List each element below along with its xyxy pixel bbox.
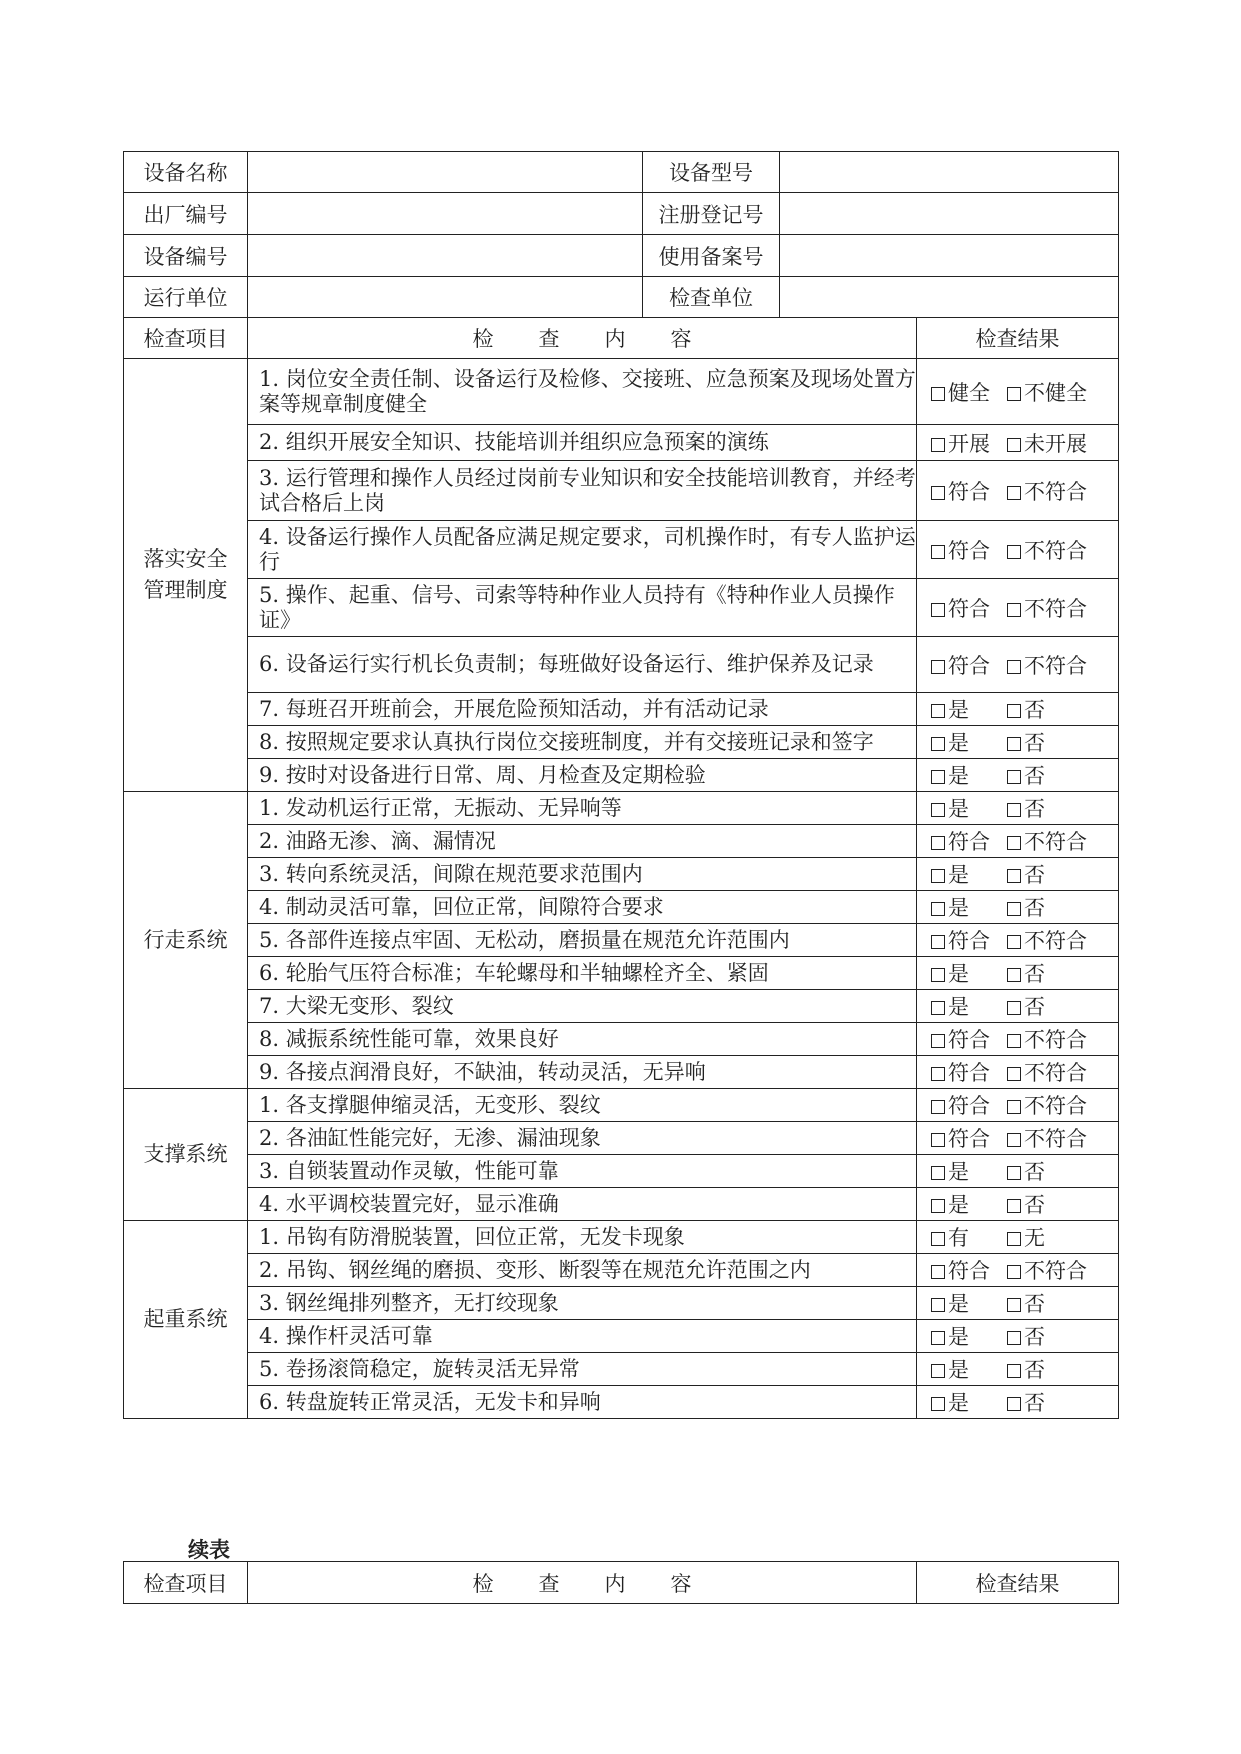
group-name-line: 起重系统 bbox=[143, 1307, 228, 1331]
result-option[interactable] bbox=[1007, 1123, 1087, 1153]
check-result-options bbox=[917, 825, 1119, 858]
result-option-label: 是 bbox=[948, 995, 969, 1019]
checkbox-icon[interactable] bbox=[931, 1232, 945, 1246]
result-option-label: 是 bbox=[948, 1160, 969, 1184]
checkbox-icon[interactable] bbox=[931, 1331, 945, 1345]
result-option-label: 是 bbox=[948, 1193, 969, 1217]
table-row bbox=[124, 990, 1119, 1023]
checkbox-icon[interactable] bbox=[1007, 1001, 1021, 1015]
result-option[interactable] bbox=[1007, 650, 1087, 680]
result-option-label: 符合 bbox=[948, 1127, 990, 1151]
check-result-options bbox=[917, 1155, 1119, 1188]
table-row bbox=[124, 1188, 1119, 1221]
checkbox-icon[interactable] bbox=[1007, 1133, 1021, 1147]
device-model-label: 设备型号 bbox=[643, 152, 780, 193]
table-row bbox=[124, 957, 1119, 990]
result-option-label: 否 bbox=[1024, 1391, 1045, 1415]
content-char: 检 bbox=[472, 327, 494, 351]
table-row bbox=[124, 1287, 1119, 1320]
device-no-value[interactable] bbox=[248, 235, 643, 277]
result-option[interactable] bbox=[1007, 1255, 1087, 1285]
checkbox-icon[interactable] bbox=[931, 1001, 945, 1015]
result-option-label: 否 bbox=[1024, 962, 1045, 986]
result-option-label: 是 bbox=[948, 764, 969, 788]
result-option-label: 符合 bbox=[948, 596, 990, 621]
table-row bbox=[124, 726, 1119, 759]
checkbox-icon[interactable] bbox=[1007, 1265, 1021, 1279]
table-row bbox=[124, 1089, 1119, 1122]
result-option-label: 符合 bbox=[948, 1028, 990, 1052]
checkbox-icon[interactable] bbox=[1007, 1034, 1021, 1048]
check-result-options bbox=[917, 726, 1119, 759]
content-char: 内 bbox=[604, 1571, 626, 1596]
checkbox-icon[interactable] bbox=[1007, 486, 1021, 500]
result-option[interactable] bbox=[1007, 760, 1045, 790]
result-option[interactable] bbox=[931, 650, 1007, 680]
checkbox-icon[interactable] bbox=[931, 1265, 945, 1279]
operator-label: 运行单位 bbox=[124, 277, 248, 318]
result-option-label: 否 bbox=[1024, 797, 1045, 821]
check-item-text: 6. 轮胎气压符合标准；车轮螺母和半轴螺栓齐全、紧固 bbox=[248, 957, 917, 990]
checkbox-icon[interactable] bbox=[931, 387, 945, 401]
checkbox-icon[interactable] bbox=[931, 486, 945, 500]
table-row bbox=[124, 1056, 1119, 1089]
result-option-label: 未开展 bbox=[1024, 431, 1087, 456]
device-model-value[interactable] bbox=[780, 152, 1119, 193]
check-result-options bbox=[917, 1320, 1119, 1353]
content-char: 查 bbox=[538, 327, 560, 351]
checkbox-icon[interactable] bbox=[1007, 704, 1021, 718]
check-item-text: 2. 油路无渗、滴、漏情况 bbox=[248, 825, 917, 858]
table-row bbox=[124, 1320, 1119, 1353]
result-option[interactable] bbox=[931, 958, 1007, 988]
checkbox-icon[interactable] bbox=[931, 1199, 945, 1213]
result-option-label: 否 bbox=[1024, 731, 1045, 755]
column-header-content bbox=[248, 318, 917, 359]
registration-no-label: 注册登记号 bbox=[643, 193, 780, 235]
group-name-line: 管理制度 bbox=[143, 578, 228, 602]
result-option-label: 是 bbox=[948, 797, 969, 821]
result-option[interactable] bbox=[1007, 1156, 1045, 1186]
table-row bbox=[124, 521, 1119, 579]
checkbox-icon[interactable] bbox=[1007, 603, 1021, 617]
cont-column-header-item: 检查项目 bbox=[124, 1562, 248, 1604]
group-name-line: 支撑系统 bbox=[143, 1142, 228, 1166]
result-option[interactable] bbox=[931, 428, 1007, 458]
result-option-label: 不符合 bbox=[1024, 479, 1087, 504]
result-option-label: 不符合 bbox=[1024, 1094, 1087, 1118]
result-option[interactable] bbox=[931, 1354, 1007, 1384]
check-item-text: 9. 各接点润滑良好，不缺油，转动灵活，无异响 bbox=[248, 1056, 917, 1089]
check-result-options bbox=[917, 521, 1119, 579]
result-option-label: 不符合 bbox=[1024, 653, 1087, 678]
result-option[interactable] bbox=[1007, 793, 1045, 823]
checkbox-icon[interactable] bbox=[1007, 1331, 1021, 1345]
checkbox-icon[interactable] bbox=[1007, 1232, 1021, 1246]
continuation-title: 续表 bbox=[188, 1538, 230, 1562]
check-item-text: 3. 运行管理和操作人员经过岗前专业知识和安全技能培训教育，并经考试合格后上岗 bbox=[248, 461, 917, 521]
result-option[interactable] bbox=[931, 1222, 1007, 1252]
check-result-options bbox=[917, 1287, 1119, 1320]
check-item-text: 6. 转盘旋转正常灵活，无发卡和异响 bbox=[248, 1386, 917, 1419]
result-option-label: 符合 bbox=[948, 1061, 990, 1085]
checkbox-icon[interactable] bbox=[931, 1397, 945, 1411]
check-item-text: 2. 各油缸性能完好，无渗、漏油现象 bbox=[248, 1122, 917, 1155]
table-row bbox=[124, 924, 1119, 957]
check-result-options bbox=[917, 891, 1119, 924]
checkbox-icon[interactable] bbox=[1007, 737, 1021, 751]
check-result-options bbox=[917, 858, 1119, 891]
checkbox-icon[interactable] bbox=[1007, 1166, 1021, 1180]
result-option[interactable] bbox=[931, 535, 1007, 565]
checkbox-icon[interactable] bbox=[1007, 1199, 1021, 1213]
check-result-options bbox=[917, 1089, 1119, 1122]
result-option[interactable] bbox=[1007, 377, 1087, 407]
column-header-result: 检查结果 bbox=[917, 318, 1119, 359]
checkbox-icon[interactable] bbox=[1007, 770, 1021, 784]
result-option[interactable] bbox=[1007, 593, 1087, 623]
check-item-text: 1. 发动机运行正常，无振动、无异响等 bbox=[248, 792, 917, 825]
checkbox-icon[interactable] bbox=[931, 1298, 945, 1312]
check-result-options bbox=[917, 425, 1119, 461]
check-result-options bbox=[917, 1221, 1119, 1254]
result-option-label: 是 bbox=[948, 863, 969, 887]
check-result-options bbox=[917, 792, 1119, 825]
checkbox-icon[interactable] bbox=[1007, 438, 1021, 452]
check-item-text: 1. 岗位安全责任制、设备运行及检修、交接班、应急预案及现场处置方案等规章制度健全 bbox=[248, 359, 917, 425]
result-option-label: 符合 bbox=[948, 538, 990, 563]
result-option[interactable] bbox=[1007, 428, 1087, 458]
result-option-label: 符合 bbox=[948, 479, 990, 504]
result-option-label: 是 bbox=[948, 896, 969, 920]
check-item-text: 4. 制动灵活可靠，回位正常，间隙符合要求 bbox=[248, 891, 917, 924]
result-option[interactable] bbox=[1007, 1354, 1045, 1384]
result-option-label: 符合 bbox=[948, 1259, 990, 1283]
checkbox-icon[interactable] bbox=[931, 1166, 945, 1180]
inspector-label: 检查单位 bbox=[643, 277, 780, 318]
result-option[interactable] bbox=[931, 1189, 1007, 1219]
checkbox-icon[interactable] bbox=[931, 660, 945, 674]
checkbox-icon[interactable] bbox=[931, 869, 945, 883]
result-option[interactable] bbox=[931, 727, 1007, 757]
result-option[interactable] bbox=[931, 925, 1007, 955]
checkbox-icon[interactable] bbox=[1007, 935, 1021, 949]
result-option-label: 否 bbox=[1024, 698, 1045, 722]
checkbox-icon[interactable] bbox=[1007, 1298, 1021, 1312]
check-item-text: 5. 各部件连接点牢固、无松动，磨损量在规范允许范围内 bbox=[248, 924, 917, 957]
checkbox-icon[interactable] bbox=[1007, 1067, 1021, 1081]
checkbox-icon[interactable] bbox=[931, 545, 945, 559]
table-row bbox=[124, 891, 1119, 924]
result-option[interactable] bbox=[1007, 826, 1087, 856]
registration-no-value[interactable] bbox=[780, 193, 1119, 235]
result-option-label: 不符合 bbox=[1024, 1259, 1087, 1283]
table-row bbox=[124, 359, 1119, 425]
group-lifting-system bbox=[124, 1221, 248, 1419]
check-item-text: 9. 按时对设备进行日常、周、月检查及定期检验 bbox=[248, 759, 917, 792]
check-result-options bbox=[917, 1254, 1119, 1287]
content-char: 查 bbox=[538, 1571, 560, 1596]
result-option[interactable] bbox=[1007, 925, 1087, 955]
result-option-label: 是 bbox=[948, 1325, 969, 1349]
check-item-text: 1. 各支撑腿伸缩灵活，无变形、裂纹 bbox=[248, 1089, 917, 1122]
check-result-options bbox=[917, 1353, 1119, 1386]
check-result-options bbox=[917, 957, 1119, 990]
result-option[interactable] bbox=[1007, 1321, 1045, 1351]
result-option[interactable] bbox=[931, 1387, 1007, 1417]
checkbox-icon[interactable] bbox=[1007, 902, 1021, 916]
device-name-value[interactable] bbox=[248, 152, 643, 193]
check-result-options bbox=[917, 924, 1119, 957]
checkbox-icon[interactable] bbox=[1007, 803, 1021, 817]
check-item-text: 8. 按照规定要求认真执行岗位交接班制度，并有交接班记录和签字 bbox=[248, 726, 917, 759]
result-option[interactable] bbox=[931, 1288, 1007, 1318]
device-no-label: 设备编号 bbox=[124, 235, 248, 277]
result-option[interactable] bbox=[1007, 958, 1045, 988]
checkbox-icon[interactable] bbox=[931, 1100, 945, 1114]
check-item-text: 2. 吊钩、钢丝绳的磨损、变形、断裂等在规范允许范围之内 bbox=[248, 1254, 917, 1287]
table-row bbox=[124, 637, 1119, 693]
check-result-options bbox=[917, 359, 1119, 425]
result-option[interactable] bbox=[931, 1090, 1007, 1120]
check-item-text: 3. 自锁装置动作灵敏，性能可靠 bbox=[248, 1155, 917, 1188]
result-option[interactable] bbox=[931, 991, 1007, 1021]
table-row bbox=[124, 1386, 1119, 1419]
result-option-label: 有 bbox=[948, 1226, 969, 1250]
checkbox-icon[interactable] bbox=[1007, 1100, 1021, 1114]
checkbox-icon[interactable] bbox=[931, 836, 945, 850]
table-row bbox=[124, 1023, 1119, 1056]
checkbox-icon[interactable] bbox=[931, 935, 945, 949]
check-item-text: 2. 组织开展安全知识、技能培训并组织应急预案的演练 bbox=[248, 425, 917, 461]
checkbox-icon[interactable] bbox=[931, 902, 945, 916]
checkbox-icon[interactable] bbox=[931, 1133, 945, 1147]
check-result-options bbox=[917, 637, 1119, 693]
check-item-text: 7. 每班召开班前会，开展危险预知活动，并有活动记录 bbox=[248, 693, 917, 726]
result-option-label: 健全 bbox=[948, 380, 990, 405]
result-option[interactable] bbox=[1007, 1288, 1045, 1318]
table-row bbox=[124, 1353, 1119, 1386]
result-option-label: 否 bbox=[1024, 764, 1045, 788]
result-option-label: 不符合 bbox=[1024, 830, 1087, 854]
check-item-text: 3. 钢丝绳排列整齐，无打绞现象 bbox=[248, 1287, 917, 1320]
table-row bbox=[124, 1221, 1119, 1254]
checkbox-icon[interactable] bbox=[931, 1067, 945, 1081]
group-travel-system bbox=[124, 792, 248, 1089]
result-option-label: 不符合 bbox=[1024, 1028, 1087, 1052]
result-option-label: 否 bbox=[1024, 1160, 1045, 1184]
result-option[interactable] bbox=[1007, 1024, 1087, 1054]
content-char: 内 bbox=[604, 327, 626, 351]
check-item-text: 1. 吊钩有防滑脱装置，回位正常，无发卡现象 bbox=[248, 1221, 917, 1254]
checkbox-icon[interactable] bbox=[1007, 836, 1021, 850]
table-row bbox=[124, 425, 1119, 461]
checkbox-icon[interactable] bbox=[931, 1364, 945, 1378]
content-char: 检 bbox=[472, 1571, 494, 1596]
result-option-label: 不健全 bbox=[1024, 380, 1087, 405]
checkbox-icon[interactable] bbox=[931, 704, 945, 718]
check-item-text: 5. 卷扬滚筒稳定，旋转灵活无异常 bbox=[248, 1353, 917, 1386]
result-option-label: 无 bbox=[1024, 1226, 1045, 1250]
table-row bbox=[124, 858, 1119, 891]
filing-no-label: 使用备案号 bbox=[643, 235, 780, 277]
result-option-label: 符合 bbox=[948, 1094, 990, 1118]
table-row bbox=[124, 792, 1119, 825]
check-item-text: 8. 减振系统性能可靠，效果良好 bbox=[248, 1023, 917, 1056]
result-option[interactable] bbox=[1007, 727, 1045, 757]
result-option[interactable] bbox=[1007, 1090, 1087, 1120]
checkbox-icon[interactable] bbox=[1007, 660, 1021, 674]
check-item-text: 5. 操作、起重、信号、司索等特种作业人员持有《特种作业人员操作证》 bbox=[248, 579, 917, 637]
check-result-options bbox=[917, 1056, 1119, 1089]
group-support-system bbox=[124, 1089, 248, 1221]
check-result-options bbox=[917, 693, 1119, 726]
result-option[interactable] bbox=[931, 1024, 1007, 1054]
result-option-label: 不符合 bbox=[1024, 1127, 1087, 1151]
check-result-options bbox=[917, 1023, 1119, 1056]
result-option-label: 不符合 bbox=[1024, 1061, 1087, 1085]
result-option-label: 开展 bbox=[948, 431, 990, 456]
table-row bbox=[124, 759, 1119, 792]
result-option[interactable] bbox=[931, 1255, 1007, 1285]
result-option[interactable] bbox=[931, 892, 1007, 922]
check-item-text: 3. 转向系统灵活，间隙在规范要求范围内 bbox=[248, 858, 917, 891]
result-option[interactable] bbox=[1007, 535, 1087, 565]
check-result-options bbox=[917, 461, 1119, 521]
result-option-label: 否 bbox=[1024, 1193, 1045, 1217]
filing-no-value[interactable] bbox=[780, 235, 1119, 277]
result-option[interactable] bbox=[1007, 859, 1045, 889]
table-row bbox=[124, 1155, 1119, 1188]
device-name-label: 设备名称 bbox=[124, 152, 248, 193]
result-option-label: 不符合 bbox=[1024, 929, 1087, 953]
result-option[interactable] bbox=[931, 760, 1007, 790]
result-option-label: 是 bbox=[948, 962, 969, 986]
check-result-options bbox=[917, 1122, 1119, 1155]
continuation-table bbox=[123, 1561, 1119, 1604]
result-option-label: 否 bbox=[1024, 1325, 1045, 1349]
result-option[interactable] bbox=[1007, 476, 1087, 506]
factory-no-value[interactable] bbox=[248, 193, 643, 235]
checkbox-icon[interactable] bbox=[931, 803, 945, 817]
result-option[interactable] bbox=[1007, 1057, 1087, 1087]
check-item-text: 4. 操作杆灵活可靠 bbox=[248, 1320, 917, 1353]
result-option[interactable] bbox=[931, 476, 1007, 506]
check-result-options bbox=[917, 579, 1119, 637]
result-option-label: 不符合 bbox=[1024, 596, 1087, 621]
check-result-options bbox=[917, 759, 1119, 792]
operator-value[interactable] bbox=[248, 277, 643, 318]
check-item-text: 4. 设备运行操作人员配备应满足规定要求，司机操作时，有专人监护运行 bbox=[248, 521, 917, 579]
result-option-label: 是 bbox=[948, 1358, 969, 1382]
checkbox-icon[interactable] bbox=[1007, 968, 1021, 982]
result-option[interactable] bbox=[931, 377, 1007, 407]
table-row bbox=[124, 693, 1119, 726]
table-row bbox=[124, 825, 1119, 858]
result-option[interactable] bbox=[931, 859, 1007, 889]
result-option-label: 是 bbox=[948, 1391, 969, 1415]
check-result-options bbox=[917, 1188, 1119, 1221]
content-char: 容 bbox=[670, 1571, 692, 1596]
table-row bbox=[124, 1122, 1119, 1155]
result-option[interactable] bbox=[931, 793, 1007, 823]
result-option-label: 否 bbox=[1024, 1358, 1045, 1382]
checkbox-icon[interactable] bbox=[931, 770, 945, 784]
result-option[interactable] bbox=[1007, 1189, 1045, 1219]
inspector-value[interactable] bbox=[780, 277, 1119, 318]
result-option[interactable] bbox=[1007, 991, 1045, 1021]
check-item-text: 4. 水平调校装置完好，显示准确 bbox=[248, 1188, 917, 1221]
checkbox-icon[interactable] bbox=[931, 438, 945, 452]
checkbox-icon[interactable] bbox=[1007, 1364, 1021, 1378]
result-option[interactable] bbox=[1007, 1387, 1045, 1417]
result-option-label: 符合 bbox=[948, 653, 990, 678]
checkbox-icon[interactable] bbox=[1007, 869, 1021, 883]
result-option[interactable] bbox=[931, 1123, 1007, 1153]
result-option[interactable] bbox=[931, 826, 1007, 856]
result-option-label: 符合 bbox=[948, 830, 990, 854]
result-option[interactable] bbox=[931, 593, 1007, 623]
check-result-options bbox=[917, 990, 1119, 1023]
result-option[interactable] bbox=[931, 1321, 1007, 1351]
result-option[interactable] bbox=[931, 694, 1007, 724]
checkbox-icon[interactable] bbox=[931, 1034, 945, 1048]
checkbox-icon[interactable] bbox=[1007, 545, 1021, 559]
check-result-options bbox=[917, 1386, 1119, 1419]
result-option-label: 是 bbox=[948, 698, 969, 722]
result-option-label: 是 bbox=[948, 1292, 969, 1316]
result-option[interactable] bbox=[1007, 694, 1045, 724]
result-option[interactable] bbox=[1007, 1222, 1045, 1252]
table-row bbox=[124, 1254, 1119, 1287]
result-option[interactable] bbox=[931, 1156, 1007, 1186]
checkbox-icon[interactable] bbox=[931, 968, 945, 982]
cont-column-header-result: 检查结果 bbox=[917, 1562, 1119, 1604]
factory-no-label: 出厂编号 bbox=[124, 193, 248, 235]
column-header-item: 检查项目 bbox=[124, 318, 248, 359]
result-option[interactable] bbox=[931, 1057, 1007, 1087]
table-row bbox=[124, 461, 1119, 521]
checkbox-icon[interactable] bbox=[1007, 387, 1021, 401]
check-item-text: 7. 大梁无变形、裂纹 bbox=[248, 990, 917, 1023]
content-char: 容 bbox=[670, 327, 692, 351]
result-option[interactable] bbox=[1007, 892, 1045, 922]
cont-column-header-content bbox=[248, 1562, 917, 1604]
result-option-label: 是 bbox=[948, 731, 969, 755]
check-item-text: 6. 设备运行实行机长负责制；每班做好设备运行、维护保养及记录 bbox=[248, 637, 917, 693]
checkbox-icon[interactable] bbox=[931, 603, 945, 617]
group-name-line: 行走系统 bbox=[143, 927, 228, 952]
inspection-table bbox=[123, 151, 1119, 1419]
result-option-label: 不符合 bbox=[1024, 538, 1087, 563]
result-option-label: 否 bbox=[1024, 1292, 1045, 1316]
group-name-line: 落实安全 bbox=[143, 547, 228, 571]
checkbox-icon[interactable] bbox=[931, 737, 945, 751]
group-safety-management bbox=[124, 359, 248, 792]
table-row bbox=[124, 579, 1119, 637]
result-option-label: 符合 bbox=[948, 929, 990, 953]
result-option-label: 否 bbox=[1024, 863, 1045, 887]
result-option-label: 否 bbox=[1024, 896, 1045, 920]
checkbox-icon[interactable] bbox=[1007, 1397, 1021, 1411]
result-option-label: 否 bbox=[1024, 995, 1045, 1019]
